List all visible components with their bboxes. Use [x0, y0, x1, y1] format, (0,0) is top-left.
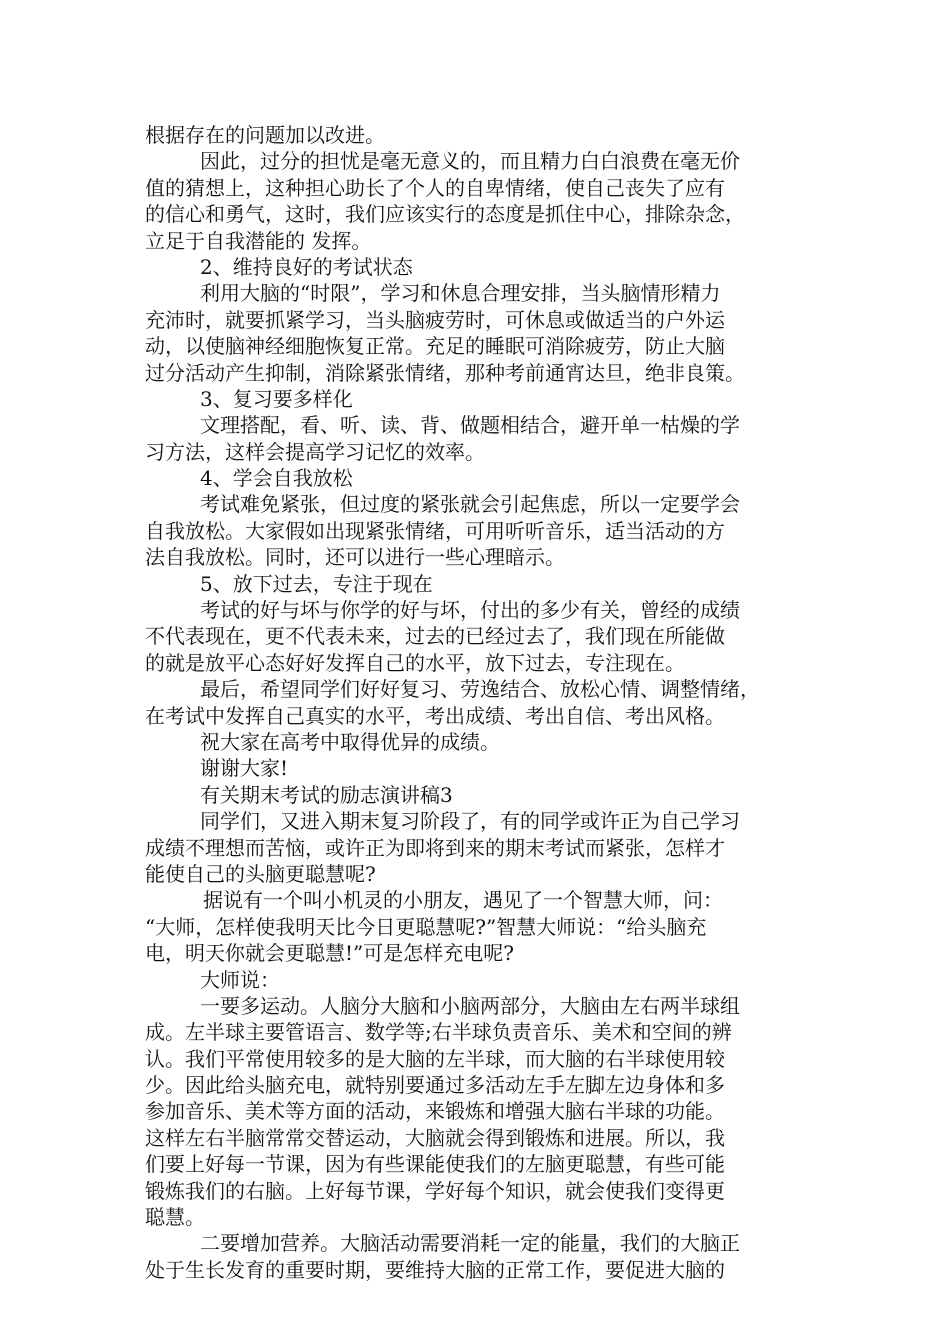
text-line: 值的猜想上，这种担心助长了个人的自卑情绪，使自己丧失了应有	[145, 175, 725, 200]
text-line: 祝大家在高考中取得优异的成绩。	[200, 729, 500, 754]
text-line: 法自我放松。同时，还可以进行一些心理暗示。	[145, 545, 565, 570]
text-line: 处于生长发育的重要时期，要维持大脑的正常工作，要促进大脑的	[145, 1257, 725, 1282]
text-line: 的信心和勇气，这时，我们应该实行的态度是抓住中心，排除杂念，	[145, 202, 745, 227]
text-line: 们要上好每一节课，因为有些课能使我们的左脑更聪慧，有些可能	[145, 1152, 725, 1177]
text-line: 利用大脑的“时限”，学习和休息合理安排，当头脑情形精力	[200, 281, 721, 306]
text-line: 立足于自我潜能的 发挥。	[145, 228, 372, 253]
text-line: 聪慧。	[145, 1205, 205, 1230]
text-line: 充沛时，就要抓紧学习，当头脑疲劳时，可休息或做适当的户外运	[145, 307, 725, 332]
text-line: 成绩不理想而苦恼，或许正为即将到来的期末考试而紧张，怎样才	[145, 835, 725, 860]
text-line: 动，以使脑神经细胞恢复正常。充足的睡眠可消除疲劳，防止大脑	[145, 334, 725, 359]
text-line: 文理搭配，看、听、读、背、做题相结合，避开单一枯燥的学	[200, 413, 740, 438]
text-line: 最后，希望同学们好好复习、劳逸结合、放松心情、调整情绪，	[200, 677, 760, 702]
text-line: 电，明天你就会更聪慧!”可是怎样充电呢?	[145, 941, 514, 966]
text-line: 因此，过分的担忧是毫无意义的，而且精力白白浪费在毫无价	[200, 149, 740, 174]
text-line: “大师，怎样使我明天比今日更聪慧呢?”智慧大师说：“给头脑充	[145, 914, 707, 939]
text-line: 自我放松。大家假如出现紧张情绪，可用听听音乐，适当活动的方	[145, 518, 725, 543]
text-line: 同学们，又进入期末复习阶段了，有的同学或许正为自己学习	[200, 809, 740, 834]
text-line: 一要多运动。人脑分大脑和小脑两部分，大脑由左右两半球组	[200, 993, 740, 1018]
text-line: 习方法，这样会提高学习记忆的效率。	[145, 439, 485, 464]
text-line: 二要增加营养。大脑活动需要消耗一定的能量，我们的大脑正	[200, 1231, 740, 1256]
text-line: 的就是放平心态好好发挥自己的水平，放下过去，专注现在。	[145, 650, 685, 675]
document-body	[145, 122, 810, 1283]
text-line: 少。因此给头脑充电，就特别要通过多活动左手左脚左边身体和多	[145, 1073, 725, 1098]
text-line: 认。我们平常使用较多的是大脑的左半球，而大脑的右半球使用较	[145, 1046, 725, 1071]
section-heading: 4、学会自我放松	[200, 466, 353, 491]
text-line: 不代表现在，更不代表未来，过去的已经过去了，我们现在所能做	[145, 624, 725, 649]
text-line: 过分活动产生抑制，消除紧张情绪，那种考前通宵达旦，绝非良策。	[145, 360, 745, 385]
text-line: 考试的好与坏与你学的好与坏，付出的多少有关，曾经的成绩	[200, 598, 740, 623]
text-line: 参加音乐、美术等方面的活动，来锻炼和增强大脑右半球的功能。	[145, 1099, 725, 1124]
text-line: 据说有一个叫小机灵的小朋友，遇见了一个智慧大师，问：	[203, 888, 723, 913]
section-heading: 3、复习要多样化	[200, 386, 353, 411]
text-line: 谢谢大家!	[200, 756, 289, 781]
text-line: 考试难免紧张，但过度的紧张就会引起焦虑，所以一定要学会	[200, 492, 740, 517]
section-heading: 5、放下过去，专注于现在	[200, 571, 433, 596]
text-line: 在考试中发挥自己真实的水平，考出成绩、考出自信、考出风格。	[145, 703, 725, 728]
text-line: 能使自己的头脑更聪慧呢?	[145, 861, 376, 886]
text-line: 根据存在的问题加以改进。	[145, 123, 385, 147]
text-line: 成。左半球主要管语言、数学等;右半球负责音乐、美术和空间的辨	[145, 1020, 732, 1045]
text-line: 这样左右半脑常常交替运动，大脑就会得到锻炼和进展。所以，我	[145, 1125, 725, 1150]
text-line: 锻炼我们的右脑。上好每节课，学好每个知识，就会使我们变得更	[145, 1178, 725, 1203]
speech-title: 有关期末考试的励志演讲稿3	[200, 782, 453, 807]
section-heading: 2、维持良好的考试状态	[200, 254, 413, 279]
text-line: 大师说：	[200, 967, 280, 992]
